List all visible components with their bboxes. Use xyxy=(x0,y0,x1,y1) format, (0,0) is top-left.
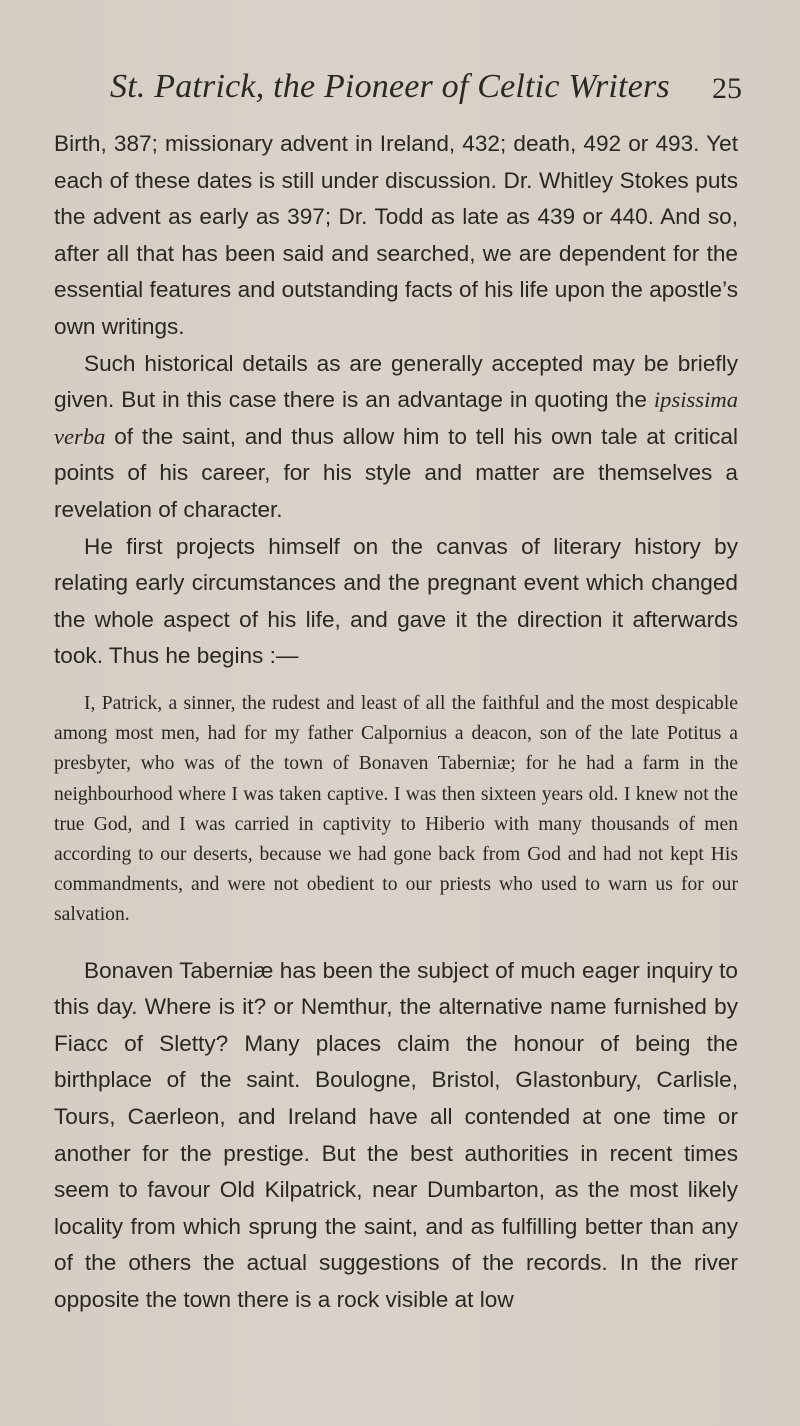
paragraph-historical-details-start: Such historical details as are generally accepted may be briefly given. But in this case there is an advantage in quoting the xyxy=(54,350,738,413)
paragraph-literary-history: He first projects himself on the canvas of literary history by relating early circumstances and the pregnant event which changed the whole aspect of his life, and gave it the direction it afterwards took. Thus he begins :— xyxy=(54,533,738,669)
body-text xyxy=(54,126,738,1318)
paragraph-historical-details xyxy=(54,346,738,529)
paragraph-bonaven-taberniae: Bonaven Taberniæ has been the subject of much eager inquiry to this day. Where is it? or Nemthur, the alternative name furnished by Fiacc of Sletty? Many places claim the honour of being the birthplace of the saint. Boulogne, Bristol, Glastonbury, Carlisle, Tours, Caerleon, and Ireland have all contended at one time or another for the prestige. But the best authorities in recent times seem to favour Old Kilpatrick, near Dumbarton, as the most likely locality from which sprung the saint, and as fulfilling better than any of the others the actual suggestions of the records. In the river opposite the town there is a rock visible at low xyxy=(54,957,738,1312)
running-title: St. Patrick, the Pioneer of Celtic Writers xyxy=(110,68,670,105)
confession-quote: I, Patrick, a sinner, the rudest and least of all the faithful and the most despicable among most men, had for my father Calpornius a deacon, son of the late Potitus a presbyter, who was of the town of Bonaven Taberniæ; for he had a farm in the neighbourhood where I was taken captive. I was then sixteen years old. I knew not the true God, and I was carried in captivity to Hiberio with many thousands of men according to our deserts, because we had gone back from God and had not kept His commandments, and were not obedient to our priests who used to warn us for our salvation. xyxy=(54,692,738,926)
page-number: 25 xyxy=(712,72,742,105)
running-header xyxy=(110,68,750,116)
paragraph-dates: Birth, 387; missionary advent in Ireland, 432; death, 492 or 493. Yet each of these dates is still under discussion. Dr. Whitley Stokes puts the advent as early as 397; Dr. Todd as late as 439 or 440. And so, after all that has been said and searched, we are dependent for the essential features and outstanding facts of his life upon the apostle’s own writings. xyxy=(54,131,738,339)
paragraph-historical-details-end: of the saint, and thus allow him to tell his own tale at critical points of his career, for his style and matter are themselves a revelation of character. xyxy=(54,423,738,522)
ipsissima-verba-phrase: ipsissima verba xyxy=(54,387,738,449)
